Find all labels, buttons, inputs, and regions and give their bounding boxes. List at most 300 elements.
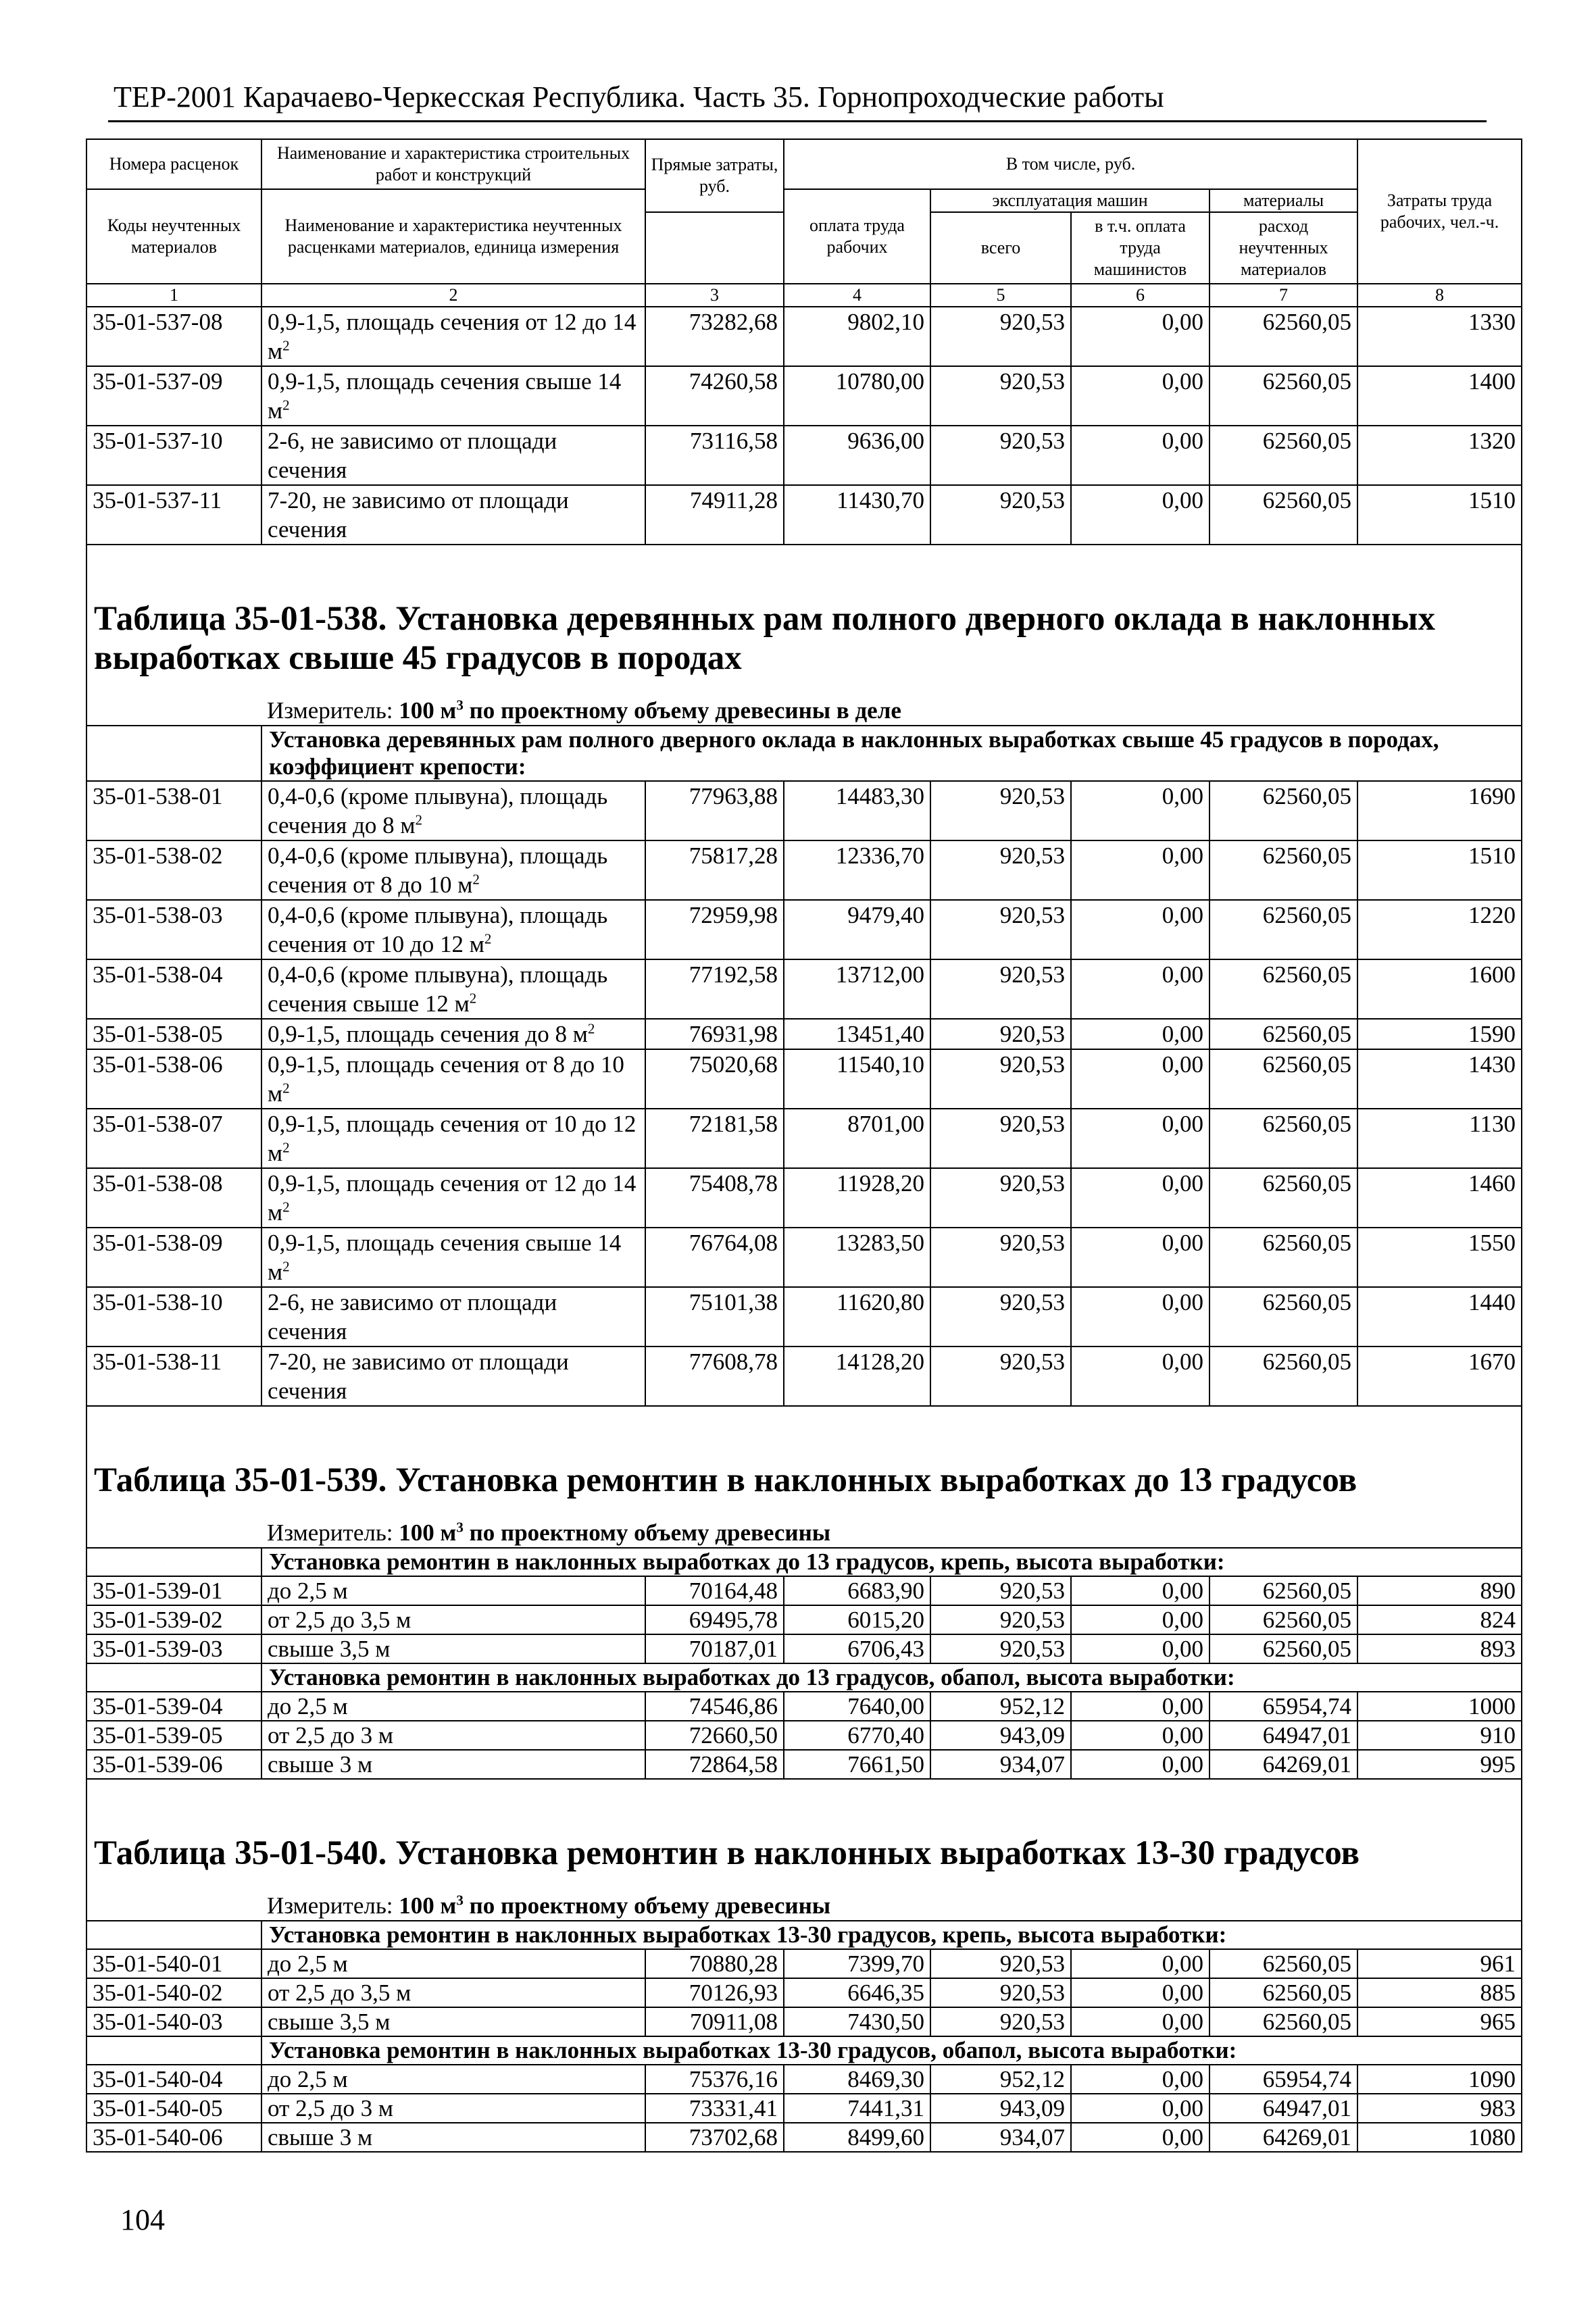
table-540-measure [261, 1880, 1522, 1921]
description-text: 0,4-0,6 (кроме плывуна), площадь сечения до 8 м [268, 783, 608, 838]
worker-wages: 11540,10 [784, 1049, 930, 1109]
rate-code: 35-01-539-01 [86, 1576, 261, 1605]
measure-rest: по проектному объему древесины в деле [463, 697, 901, 724]
measure-value-text: 100 м [399, 697, 457, 724]
material-costs: 64269,01 [1210, 1750, 1357, 1779]
worker-wages: 7640,00 [784, 1692, 930, 1721]
machinist-wages: 0,00 [1071, 959, 1210, 1019]
machinist-wages: 0,00 [1071, 1721, 1210, 1750]
material-costs: 62560,05 [1210, 1109, 1357, 1168]
machine-costs: 934,07 [930, 2123, 1071, 2152]
rate-code: 35-01-539-03 [86, 1634, 261, 1663]
material-costs: 62560,05 [1210, 1019, 1357, 1049]
labor-hours: 1330 [1357, 307, 1522, 366]
rate-code: 35-01-537-11 [86, 485, 261, 545]
machine-costs: 920,53 [930, 1605, 1071, 1634]
work-description [261, 1978, 645, 2007]
work-description [261, 781, 645, 840]
measure-value [399, 697, 901, 724]
col-number: 5 [930, 284, 1071, 307]
rate-code: 35-01-538-10 [86, 1287, 261, 1347]
col-name-bottom: Наименование и характеристика неучтенных расценками материалов, единица измерения [261, 189, 645, 284]
machinist-wages: 0,00 [1071, 1287, 1210, 1347]
machine-costs: 920,53 [930, 1949, 1071, 1978]
machinist-wages: 0,00 [1071, 2094, 1210, 2123]
machine-costs: 920,53 [930, 1634, 1071, 1663]
worker-wages: 11430,70 [784, 485, 930, 545]
material-costs: 62560,05 [1210, 1576, 1357, 1605]
measure-indent [86, 684, 261, 726]
machine-costs: 920,53 [930, 959, 1071, 1019]
measure-value-text: 100 м [399, 1892, 457, 1919]
work-description [261, 900, 645, 959]
worker-wages: 11928,20 [784, 1168, 930, 1228]
worker-wages: 9802,10 [784, 307, 930, 366]
machine-costs: 920,53 [930, 307, 1071, 366]
machine-costs: 920,53 [930, 426, 1071, 485]
col-number: 7 [1210, 284, 1357, 307]
machine-costs: 920,53 [930, 485, 1071, 545]
description-text: от 2,5 до 3,5 м [268, 1607, 412, 1633]
unit-superscript: 2 [282, 1258, 290, 1275]
labor-hours: 1130 [1357, 1109, 1522, 1168]
rate-code: 35-01-538-08 [86, 1168, 261, 1228]
direct-costs: 75817,28 [645, 840, 784, 900]
labor-hours: 961 [1357, 1949, 1522, 1978]
material-costs: 62560,05 [1210, 1605, 1357, 1634]
material-costs: 62560,05 [1210, 485, 1357, 545]
direct-costs: 73282,68 [645, 307, 784, 366]
rate-code: 35-01-540-01 [86, 1949, 261, 1978]
material-costs: 64269,01 [1210, 2123, 1357, 2152]
table-row [86, 2123, 1522, 2152]
direct-costs: 72959,98 [645, 900, 784, 959]
rate-code: 35-01-537-08 [86, 307, 261, 366]
rate-code: 35-01-540-06 [86, 2123, 261, 2152]
table-row [86, 1605, 1522, 1634]
table-row [86, 840, 1522, 900]
col-number: 8 [1357, 284, 1522, 307]
table-row [86, 959, 1522, 1019]
labor-hours: 1400 [1357, 366, 1522, 426]
labor-hours: 1550 [1357, 1228, 1522, 1287]
unit-superscript: 2 [469, 990, 477, 1007]
material-costs: 65954,74 [1210, 1692, 1357, 1721]
direct-costs: 73331,41 [645, 2094, 784, 2123]
direct-costs: 70880,28 [645, 1949, 784, 1978]
material-costs: 62560,05 [1210, 781, 1357, 840]
machine-costs: 920,53 [930, 900, 1071, 959]
rate-code: 35-01-540-03 [86, 2007, 261, 2036]
table-540-subheading-2 [86, 2036, 1522, 2065]
work-description [261, 366, 645, 426]
worker-wages: 6706,43 [784, 1634, 930, 1663]
rate-code: 35-01-540-04 [86, 2065, 261, 2094]
rate-code: 35-01-538-05 [86, 1019, 261, 1049]
rows-540-krep [86, 1949, 1522, 2036]
page-title: ТЕР-2001 Карачаево-Черкесская Республика. Часть 35. Горнопроходческие работы [114, 80, 1164, 114]
rows-540-obapol [86, 2065, 1522, 2152]
labor-hours: 1440 [1357, 1287, 1522, 1347]
col-codes-top: Номера расценок [86, 139, 261, 189]
rows-537 [86, 307, 1522, 545]
rate-code: 35-01-538-04 [86, 959, 261, 1019]
col-number: 3 [645, 284, 784, 307]
worker-wages: 6015,20 [784, 1605, 930, 1634]
labor-hours: 1080 [1357, 2123, 1522, 2152]
subheader-indent [86, 2036, 261, 2065]
machine-costs: 920,53 [930, 1109, 1071, 1168]
machinist-wages: 0,00 [1071, 1692, 1210, 1721]
price-table [86, 139, 1522, 2153]
table-row [86, 781, 1522, 840]
description-text: до 2,5 м [268, 1693, 348, 1719]
labor-hours: 1220 [1357, 900, 1522, 959]
machinist-wages: 0,00 [1071, 1347, 1210, 1406]
work-description [261, 2094, 645, 2123]
description-text: до 2,5 м [268, 1951, 348, 1977]
description-text: 0,4-0,6 (кроме плывуна), площадь сечения от 10 до 12 м [268, 902, 608, 957]
direct-costs: 77608,78 [645, 1347, 784, 1406]
title-rule [108, 120, 1487, 122]
machinist-wages: 0,00 [1071, 366, 1210, 426]
measure-sup: 3 [456, 697, 464, 713]
description-text: свыше 3 м [268, 1751, 373, 1778]
rate-code: 35-01-538-11 [86, 1347, 261, 1406]
work-description [261, 485, 645, 545]
description-text: свыше 3,5 м [268, 2009, 391, 2035]
section-spacer [86, 1779, 1522, 1807]
direct-costs: 72864,58 [645, 1750, 784, 1779]
machine-costs: 943,09 [930, 2094, 1071, 2123]
rate-code: 35-01-538-03 [86, 900, 261, 959]
rate-code: 35-01-537-09 [86, 366, 261, 426]
table-row [86, 1228, 1522, 1287]
unit-superscript: 2 [415, 811, 423, 828]
worker-wages: 13283,50 [784, 1228, 930, 1287]
work-description [261, 307, 645, 366]
unit-superscript: 2 [282, 1199, 290, 1215]
description-text: от 2,5 до 3 м [268, 1722, 394, 1749]
measure-rest: по проектному объему древесины [463, 1519, 831, 1546]
worker-wages: 6683,90 [784, 1576, 930, 1605]
description-text: 7-20, не зависимо от площади сечения [268, 487, 569, 543]
description-text: 2-6, не зависимо от площади сечения [268, 428, 557, 483]
machine-costs: 920,53 [930, 1049, 1071, 1109]
table-row [86, 1949, 1522, 1978]
col-machines-total: всего [930, 212, 1071, 284]
worker-wages: 11620,80 [784, 1287, 930, 1347]
description-text: 0,9-1,5, площадь сечения от 8 до 10 м [268, 1051, 624, 1107]
machinist-wages: 0,00 [1071, 1228, 1210, 1287]
work-description [261, 1949, 645, 1978]
table-row [86, 1347, 1522, 1406]
direct-costs: 70126,93 [645, 1978, 784, 2007]
worker-wages: 14128,20 [784, 1347, 930, 1406]
measure-label: Измеритель: [267, 1892, 393, 1919]
col-direct: Прямые затраты, руб. [645, 139, 784, 212]
work-description [261, 959, 645, 1019]
worker-wages: 7441,31 [784, 2094, 930, 2123]
direct-costs: 75376,16 [645, 2065, 784, 2094]
labor-hours: 1320 [1357, 426, 1522, 485]
col-name-top: Наименование и характеристика строительных работ и конструкций [261, 139, 645, 189]
description-text: 0,4-0,6 (кроме плывуна), площадь сечения от 8 до 10 м [268, 842, 608, 898]
machinist-wages: 0,00 [1071, 1049, 1210, 1109]
labor-hours: 1460 [1357, 1168, 1522, 1228]
section-spacer [86, 545, 1522, 572]
table-row [86, 1692, 1522, 1721]
table-539-subheading-2 [86, 1663, 1522, 1692]
unit-superscript: 2 [587, 1020, 595, 1037]
direct-costs: 75408,78 [645, 1168, 784, 1228]
work-description [261, 1019, 645, 1049]
description-text: от 2,5 до 3 м [268, 2095, 394, 2121]
description-text: 0,4-0,6 (кроме плывуна), площадь сечения свыше 12 м [268, 961, 608, 1017]
machinist-wages: 0,00 [1071, 900, 1210, 959]
material-costs: 62560,05 [1210, 366, 1357, 426]
labor-hours: 890 [1357, 1576, 1522, 1605]
direct-costs: 73702,68 [645, 2123, 784, 2152]
description-text: 0,9-1,5, площадь сечения свыше 14 м [268, 1230, 622, 1285]
labor-hours: 1510 [1357, 485, 1522, 545]
labor-hours: 910 [1357, 1721, 1522, 1750]
col-including: В том числе, руб. [784, 139, 1357, 189]
worker-wages: 10780,00 [784, 366, 930, 426]
description-text: 0,9-1,5, площадь сечения свыше 14 м [268, 368, 622, 424]
worker-wages: 8701,00 [784, 1109, 930, 1168]
description-text: 0,9-1,5, площадь сечения от 12 до 14 м [268, 309, 637, 364]
rows-538 [86, 781, 1522, 1406]
worker-wages: 9479,40 [784, 900, 930, 959]
direct-costs: 70164,48 [645, 1576, 784, 1605]
measure-indent [86, 1880, 261, 1921]
machine-costs: 920,53 [930, 1287, 1071, 1347]
rate-code: 35-01-538-01 [86, 781, 261, 840]
material-costs: 62560,05 [1210, 1949, 1357, 1978]
description-text: 7-20, не зависимо от площади сечения [268, 1349, 569, 1404]
worker-wages: 6770,40 [784, 1721, 930, 1750]
worker-wages: 7430,50 [784, 2007, 930, 2036]
measure-rest: по проектному объему древесины [463, 1892, 831, 1919]
description-text: 0,9-1,5, площадь сечения от 12 до 14 м [268, 1170, 637, 1226]
machinist-wages: 0,00 [1071, 840, 1210, 900]
description-text: свыше 3,5 м [268, 1636, 391, 1662]
labor-hours: 824 [1357, 1605, 1522, 1634]
machine-costs: 920,53 [930, 1978, 1071, 2007]
machinist-wages: 0,00 [1071, 485, 1210, 545]
description-text: от 2,5 до 3,5 м [268, 1980, 412, 2006]
worker-wages: 8499,60 [784, 2123, 930, 2152]
table-row [86, 1978, 1522, 2007]
worker-wages: 7661,50 [784, 1750, 930, 1779]
direct-costs: 75020,68 [645, 1049, 784, 1109]
measure-label: Измеритель: [267, 1519, 393, 1546]
machine-costs: 934,07 [930, 1750, 1071, 1779]
machinist-wages: 0,00 [1071, 426, 1210, 485]
col-number: 2 [261, 284, 645, 307]
table-row [86, 2007, 1522, 2036]
worker-wages: 14483,30 [784, 781, 930, 840]
col-wages: оплата труда рабочих [784, 189, 930, 284]
machine-costs: 920,53 [930, 840, 1071, 900]
direct-costs: 74911,28 [645, 485, 784, 545]
work-description [261, 840, 645, 900]
table-row [86, 485, 1522, 545]
direct-costs: 76931,98 [645, 1019, 784, 1049]
machine-costs: 920,53 [930, 366, 1071, 426]
labor-hours: 1670 [1357, 1347, 1522, 1406]
unit-superscript: 2 [484, 930, 492, 947]
unit-superscript: 2 [282, 1080, 290, 1097]
table-row [86, 2065, 1522, 2094]
unit-superscript: 2 [472, 871, 480, 888]
description-text: до 2,5 м [268, 1578, 348, 1604]
table-540-heading [86, 1779, 1522, 1949]
description-text: 0,9-1,5, площадь сечения до 8 м [268, 1021, 588, 1047]
rate-code: 35-01-539-02 [86, 1605, 261, 1634]
machinist-wages: 0,00 [1071, 2065, 1210, 2094]
description-text: 2-6, не зависимо от площади сечения [268, 1289, 557, 1344]
machinist-wages: 0,00 [1071, 1109, 1210, 1168]
machinist-wages: 0,00 [1071, 781, 1210, 840]
work-description [261, 1605, 645, 1634]
machine-costs: 943,09 [930, 1721, 1071, 1750]
labor-hours: 1430 [1357, 1049, 1522, 1109]
machinist-wages: 0,00 [1071, 2123, 1210, 2152]
table-row [86, 1049, 1522, 1109]
labor-hours: 1000 [1357, 1692, 1522, 1721]
worker-wages: 6646,35 [784, 1978, 930, 2007]
table-539-subheader-obapol: Установка ремонтин в наклонных выработках до 13 градусов, обапол, высота выработки: [261, 1663, 1522, 1692]
labor-hours: 1090 [1357, 2065, 1522, 2094]
measure-sup: 3 [456, 1892, 464, 1909]
table-538-title: Таблица 35-01-538. Установка деревянных рам полного дверного оклада в наклонных выработках свыше 45 градусов в породах [86, 572, 1522, 684]
table-row [86, 2094, 1522, 2123]
machine-costs: 920,53 [930, 1019, 1071, 1049]
material-costs: 62560,05 [1210, 307, 1357, 366]
table-538-measure [261, 684, 1522, 726]
col-unaccounted: расход неучтенных материалов [1210, 212, 1357, 284]
rate-code: 35-01-538-09 [86, 1228, 261, 1287]
unit-superscript: 2 [282, 337, 290, 354]
material-costs: 64947,01 [1210, 2094, 1357, 2123]
table-540-subheader-obapol: Установка ремонтин в наклонных выработках 13-30 градусов, обапол, высота выработки: [261, 2036, 1522, 2065]
subheader-indent [86, 726, 261, 781]
material-costs: 62560,05 [1210, 2007, 1357, 2036]
col-number: 6 [1071, 284, 1210, 307]
rate-code: 35-01-537-10 [86, 426, 261, 485]
worker-wages: 7399,70 [784, 1949, 930, 1978]
machinist-wages: 0,00 [1071, 1019, 1210, 1049]
machinist-wages: 0,00 [1071, 2007, 1210, 2036]
labor-hours: 983 [1357, 2094, 1522, 2123]
material-costs: 62560,05 [1210, 426, 1357, 485]
table-row [86, 1287, 1522, 1347]
machinist-wages: 0,00 [1071, 1576, 1210, 1605]
direct-costs: 77963,88 [645, 781, 784, 840]
table-row [86, 1750, 1522, 1779]
col-materials: материалы [1210, 189, 1357, 212]
machinist-wages: 0,00 [1071, 1750, 1210, 1779]
material-costs: 65954,74 [1210, 2065, 1357, 2094]
labor-hours: 1600 [1357, 959, 1522, 1019]
col-direct-spacer [645, 212, 784, 284]
table-row [86, 1576, 1522, 1605]
material-costs: 64947,01 [1210, 1721, 1357, 1750]
col-number: 4 [784, 284, 930, 307]
table-540-subheader-krep: Установка ремонтин в наклонных выработках 13-30 градусов, крепь, высота выработки: [261, 1921, 1522, 1949]
measure-value-text: 100 м [399, 1519, 457, 1546]
machine-costs: 920,53 [930, 2007, 1071, 2036]
machine-costs: 920,53 [930, 1347, 1071, 1406]
direct-costs: 74546,86 [645, 1692, 784, 1721]
column-numbers-row [86, 284, 1522, 307]
machinist-wages: 0,00 [1071, 307, 1210, 366]
work-description [261, 1228, 645, 1287]
worker-wages: 12336,70 [784, 840, 930, 900]
table-540-title: Таблица 35-01-540. Установка ремонтин в наклонных выработках 13-30 градусов [86, 1807, 1522, 1880]
table-row [86, 1109, 1522, 1168]
work-description [261, 1347, 645, 1406]
material-costs: 62560,05 [1210, 1978, 1357, 2007]
table-539-heading [86, 1406, 1522, 1576]
direct-costs: 75101,38 [645, 1287, 784, 1347]
work-description [261, 1049, 645, 1109]
table-row [86, 1019, 1522, 1049]
measure-sup: 3 [456, 1519, 464, 1536]
material-costs: 62560,05 [1210, 1228, 1357, 1287]
section-spacer [86, 1406, 1522, 1434]
material-costs: 62560,05 [1210, 840, 1357, 900]
col-codes-bottom: Коды неучтенных материалов [86, 189, 261, 284]
table-row [86, 1634, 1522, 1663]
measure-indent [86, 1507, 261, 1548]
material-costs: 62560,05 [1210, 1347, 1357, 1406]
rate-code: 35-01-540-02 [86, 1978, 261, 2007]
direct-costs: 77192,58 [645, 959, 784, 1019]
page-number: 104 [120, 2203, 165, 2236]
machine-costs: 952,12 [930, 1692, 1071, 1721]
machinist-wages: 0,00 [1071, 1949, 1210, 1978]
table-539-subheader-krep: Установка ремонтин в наклонных выработках до 13 градусов, крепь, высота выработки: [261, 1548, 1522, 1576]
direct-costs: 73116,58 [645, 426, 784, 485]
rows-539-obapol [86, 1692, 1522, 1779]
table-header [86, 139, 1522, 307]
rate-code: 35-01-539-04 [86, 1692, 261, 1721]
work-description [261, 1692, 645, 1721]
direct-costs: 74260,58 [645, 366, 784, 426]
work-description [261, 2065, 645, 2094]
work-description [261, 1576, 645, 1605]
worker-wages: 13712,00 [784, 959, 930, 1019]
table-row [86, 900, 1522, 959]
subheader-indent [86, 1548, 261, 1576]
direct-costs: 70187,01 [645, 1634, 784, 1663]
rate-code: 35-01-540-05 [86, 2094, 261, 2123]
table-539-title: Таблица 35-01-539. Установка ремонтин в наклонных выработках до 13 градусов [86, 1434, 1522, 1507]
table-538-subheader: Установка деревянных рам полного дверного оклада в наклонных выработках свыше 45 градусов в породах, коэффициент крепости: [261, 726, 1522, 781]
rows-539-krep [86, 1576, 1522, 1663]
unit-superscript: 2 [282, 1139, 290, 1156]
material-costs: 62560,05 [1210, 1168, 1357, 1228]
direct-costs: 76764,08 [645, 1228, 784, 1287]
machine-costs: 920,53 [930, 1168, 1071, 1228]
material-costs: 62560,05 [1210, 1049, 1357, 1109]
labor-hours: 995 [1357, 1750, 1522, 1779]
machinist-wages: 0,00 [1071, 1978, 1210, 2007]
material-costs: 62560,05 [1210, 900, 1357, 959]
